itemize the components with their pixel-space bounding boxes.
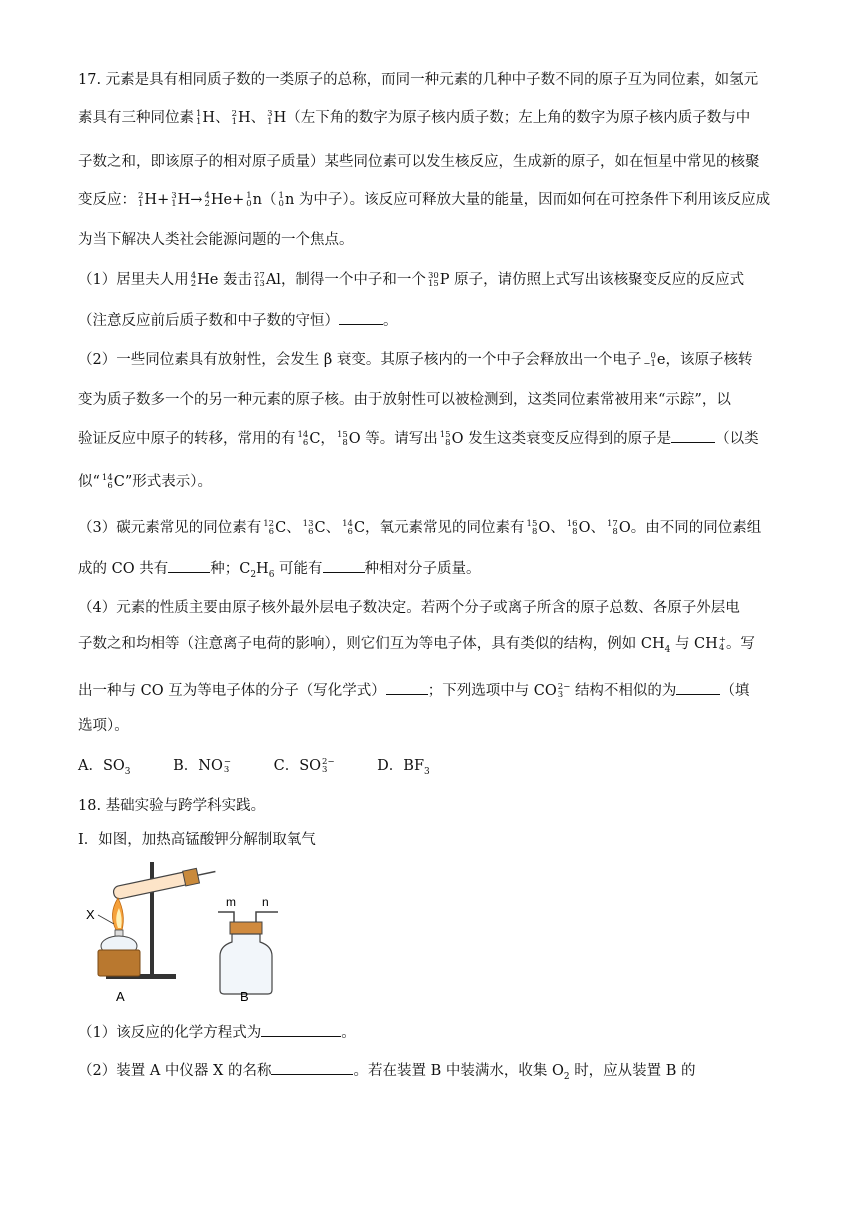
- answer-blank[interactable]: [323, 558, 365, 573]
- answer-blank[interactable]: [339, 310, 383, 325]
- label-a: A: [116, 989, 125, 1004]
- q17-options: [78, 756, 788, 782]
- q18-sub-1: （1）该反应的化学方程式为 。: [78, 1022, 788, 1043]
- answer-blank[interactable]: [676, 680, 720, 695]
- q17-p1-line-2: （注意反应前后质子数和中子数的守恒） 。: [78, 310, 788, 331]
- q18-title: 18. 基础实验与跨学科实践。: [78, 798, 266, 814]
- q17-p4-line-3: 出一种与 CO 互为等电子体的分子（写化学式） ；下列选项中与 CO 2− 3 结构不相似的为 （填: [78, 682, 750, 700]
- answer-blank[interactable]: [261, 1022, 341, 1037]
- q17-line-1: 17. 元素是具有相同质子数的一类原子的总称，而同一种元素的几种中子数不同的原子互为同位素，如氢元: [78, 72, 759, 88]
- label-x: X: [86, 907, 95, 922]
- answer-blank[interactable]: [168, 558, 210, 573]
- q17-p2-line-1: （2）一些同位素具有放射性，会发生 β 衰变。其原子核内的一个中子会释放出一个电子 0 −1 e，该原子核转: [78, 351, 753, 369]
- apparatus-figure: [78, 858, 308, 1008]
- q17-p1-line-1: （1）居里夫人用 4 2 He 轰击 27 13 Al，制得一个中子和一个 30 15 P 原子，请仿照上式写出该核聚变反应的反应式: [78, 271, 745, 289]
- q17-p2-line-4: 似“ 14 6 C”形式表示）。: [78, 473, 213, 491]
- q17-p2-line-3: 验证反应中原子的转移，常用的有 14 6 C， 15 8 O 等。请写出 15 8 O 发生这类衰变反应得到的原子是 （以类: [78, 430, 759, 448]
- q17-line-4: 变反应： 2 1 H+ 3 1 H→ 4 2 He+ 1 0 n（ 1 0 n 为中子）。该反应可释放大量的能量，因而如何在可控条件下利用该反应成: [78, 191, 771, 209]
- q17-p3-line-2: 成的 CO 共有 种；$C_2H_6$ 可能有 种相对分子质量。: [78, 558, 788, 585]
- answer-blank[interactable]: [386, 680, 428, 695]
- option-b[interactable]: B．NO − 3: [173, 757, 231, 775]
- q18-part-1: Ⅰ．如图，加热高锰酸钾分解制取氧气: [78, 832, 316, 848]
- option-d[interactable]: D．$BF_3$: [377, 758, 430, 777]
- q17-p2-line-2: 变为质子数多一个的另一种元素的原子核。由于放射性可以被检测到，这类同位素常被用来“示踪”，以: [78, 392, 731, 408]
- q17-line-5: 为当下解决人类社会能源问题的一个焦点。: [78, 232, 354, 248]
- answer-blank[interactable]: [271, 1060, 353, 1075]
- q17-p4-line-4: 选项）。: [78, 718, 129, 734]
- q17-p4-line-1: （4）元素的性质主要由原子核外最外层电子数决定。若两个分子或离子所含的原子总数、各原子外层电: [78, 600, 740, 616]
- q18-sub-2: （2）装置 A 中仪器 X 的名称 。若在装置 B 中装满水，收集 $O_2$ 时，应从装置 B 的: [78, 1060, 788, 1087]
- q17-p4-line-2: 子数之和均相等（注意离子电荷的影响），则它们互为等电子体，具有类似的结构，例如 $CH_4$ 与 CH + 4 。写: [78, 635, 755, 655]
- q17-line-2: 素具有三种同位素 1 1 H、 2 1 H、 3 1 H（左下角的数字为原子核内质子数；左上角的数字为原子核内质子数与中: [78, 109, 751, 127]
- q17-p3-line-1: （3）碳元素常见的同位素有 12 6 C、 13 6 C、 14 6 C，氧元素常见的同位素有 15 8 O、 16 8 O、 17 8 O。由不同的同位素组: [78, 519, 762, 537]
- answer-blank[interactable]: [671, 428, 715, 443]
- option-c[interactable]: C．SO 2− 3: [273, 757, 335, 775]
- label-m: m: [226, 895, 236, 909]
- label-b: B: [240, 989, 249, 1004]
- option-a[interactable]: A．$SO_3$: [78, 758, 131, 777]
- q17-line-3: 子数之和，即该原子的相对原子质量）某些同位素可以发生核反应，生成新的原子，如在恒星中常见的核聚: [78, 154, 760, 170]
- label-n: n: [262, 895, 269, 909]
